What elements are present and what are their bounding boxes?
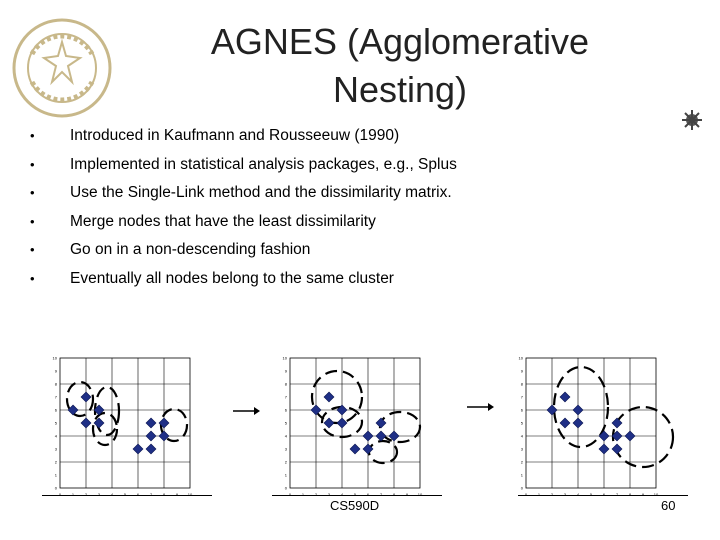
bullet-text: Go on in a non-descending fashion — [70, 241, 311, 258]
scatter-plot-step-1 — [50, 352, 210, 491]
bullet-item — [30, 236, 457, 265]
y-tick-label: 1 — [284, 472, 287, 478]
plot-frame — [290, 358, 420, 488]
y-tick-label: 9 — [520, 368, 523, 374]
data-point — [625, 431, 635, 441]
y-tick-label: 4 — [54, 433, 57, 439]
y-tick-label: 3 — [54, 446, 57, 452]
data-point — [573, 405, 583, 415]
data-point — [94, 418, 104, 428]
data-point — [146, 418, 156, 428]
y-tick-label: 3 — [284, 446, 287, 452]
data-point — [133, 444, 143, 454]
footer-divider — [272, 495, 442, 496]
y-tick-label: 0 — [520, 485, 523, 491]
y-tick-label: 7 — [284, 394, 287, 400]
y-tick-label: 7 — [520, 394, 523, 400]
y-tick-label: 0 — [54, 485, 57, 491]
bullet-symbol: • — [30, 185, 35, 200]
bullet-text: Merge nodes that have the least dissimilarity — [70, 212, 376, 230]
data-point — [599, 444, 609, 454]
data-point — [376, 431, 386, 441]
data-point — [350, 444, 360, 454]
data-point — [599, 431, 609, 441]
data-point — [81, 392, 91, 402]
bullet-item — [30, 265, 457, 294]
bullet-item — [30, 208, 457, 237]
y-tick-label: 2 — [284, 459, 287, 465]
y-tick-label: 9 — [54, 368, 57, 374]
title-line-2: Nesting) — [332, 69, 468, 110]
y-tick-label: 8 — [284, 381, 287, 387]
y-tick-label: 5 — [284, 420, 287, 426]
data-point — [337, 418, 347, 428]
data-point — [560, 392, 570, 402]
plot-frame — [526, 358, 656, 488]
bullet-text: Implemented in statistical analysis packages, e.g., Splus — [70, 155, 457, 173]
data-point — [547, 405, 557, 415]
y-tick-label: 8 — [520, 381, 523, 387]
bullet-text: Introduced in Kaufmann and Rousseeuw (1990) — [70, 127, 400, 144]
bullet-text: Eventually all nodes belong to the same cluster — [70, 269, 394, 287]
decorative-emblem-icon — [680, 108, 704, 132]
y-tick-label: 5 — [520, 420, 523, 426]
data-point — [612, 444, 622, 454]
arrow-right-icon — [466, 400, 496, 414]
data-point — [560, 418, 570, 428]
bullet-item — [30, 151, 457, 180]
slide-number: 60 — [661, 498, 676, 513]
y-tick-label: 4 — [520, 433, 523, 439]
data-point — [146, 431, 156, 441]
data-point — [573, 418, 583, 428]
y-tick-label: 3 — [520, 446, 523, 452]
data-point — [363, 431, 373, 441]
y-tick-label: 4 — [284, 433, 287, 439]
bullet-symbol: • — [30, 128, 35, 143]
y-tick-label: 2 — [520, 459, 523, 465]
data-point — [68, 405, 78, 415]
footer-divider — [518, 495, 688, 496]
y-tick-label: 7 — [54, 394, 57, 400]
footer-divider — [42, 495, 212, 496]
university-seal-logo — [10, 16, 114, 120]
data-point — [612, 418, 622, 428]
y-tick-label: 6 — [284, 407, 287, 413]
title-line-1: AGNES (Agglomerative — [210, 21, 590, 62]
y-tick-label: 10 — [52, 355, 57, 361]
y-tick-label: 10 — [282, 355, 287, 361]
bullet-text: Use the Single-Link method and the dissimilarity matrix. — [70, 184, 452, 201]
data-point — [146, 444, 156, 454]
arrow-right-icon — [232, 404, 262, 418]
data-point — [324, 418, 334, 428]
y-tick-label: 1 — [54, 472, 57, 478]
y-tick-label: 0 — [284, 485, 287, 491]
y-tick-label: 5 — [54, 420, 57, 426]
bullet-item — [30, 122, 457, 151]
bullet-symbol: • — [30, 270, 35, 286]
data-point — [311, 405, 321, 415]
y-tick-label: 9 — [284, 368, 287, 374]
bullet-symbol: • — [30, 213, 35, 229]
bullet-symbol: • — [30, 242, 35, 257]
y-tick-label: 2 — [54, 459, 57, 465]
data-point — [81, 418, 91, 428]
y-tick-label: 8 — [54, 381, 57, 387]
y-tick-label: 6 — [520, 407, 523, 413]
plot-frame — [60, 358, 190, 488]
slide-title — [150, 18, 650, 114]
y-tick-label: 1 — [520, 472, 523, 478]
footer-course-label: CS590D — [330, 498, 380, 513]
y-tick-label: 10 — [518, 355, 523, 361]
bullet-item — [30, 179, 457, 208]
bullet-list — [30, 122, 457, 293]
bullet-symbol: • — [30, 156, 35, 172]
data-point — [376, 418, 386, 428]
y-tick-label: 6 — [54, 407, 57, 413]
data-point — [324, 392, 334, 402]
scatter-plot-step-3 — [516, 352, 676, 491]
scatter-plot-step-2 — [280, 352, 440, 491]
